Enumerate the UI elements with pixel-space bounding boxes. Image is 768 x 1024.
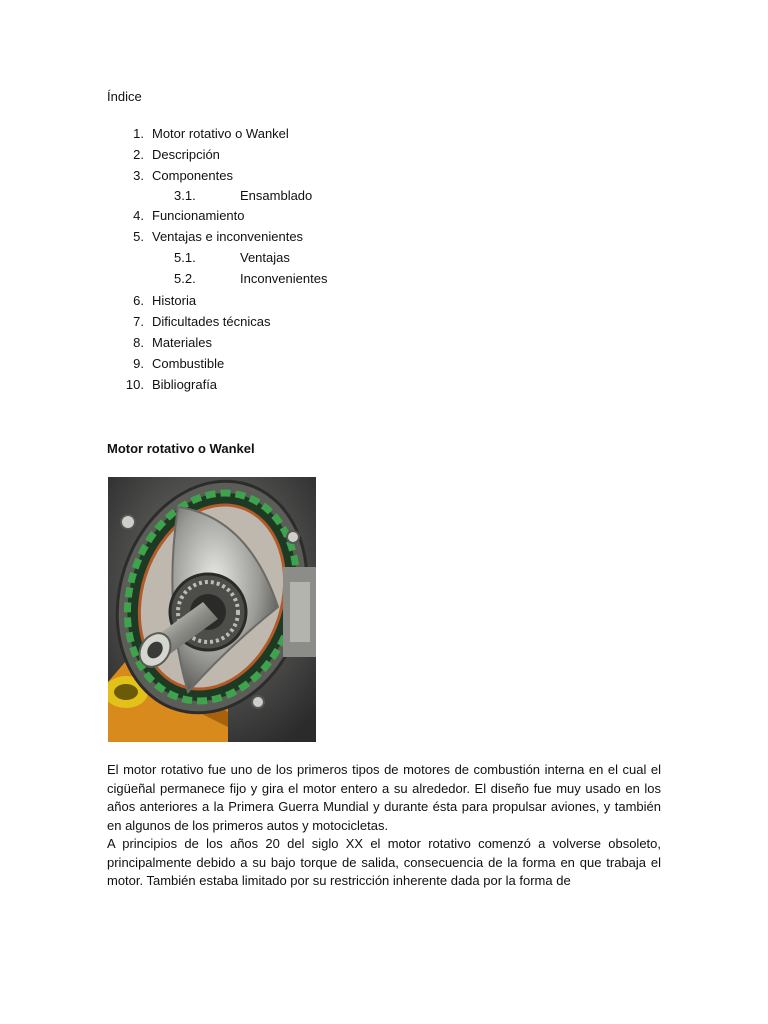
toc-item-number: 9. bbox=[133, 356, 144, 371]
body-text bbox=[107, 761, 661, 891]
toc-item-number: 3. bbox=[133, 168, 144, 183]
toc-item-number: 6. bbox=[133, 293, 144, 308]
toc-item-label: Ventajas bbox=[240, 250, 290, 265]
toc-item-label: Bibliografía bbox=[152, 377, 218, 392]
toc-item-label: Ensamblado bbox=[240, 188, 313, 203]
toc-item-number: 7. bbox=[133, 314, 144, 329]
toc-item-label: Ventajas e inconvenientes bbox=[152, 229, 304, 244]
toc-item-number: 5.2. bbox=[174, 271, 196, 286]
toc-item-number: 5.1. bbox=[174, 250, 196, 265]
toc-item-label: Motor rotativo o Wankel bbox=[152, 126, 289, 141]
toc-item-label: Dificultades técnicas bbox=[152, 314, 271, 329]
toc-item-label: Materiales bbox=[152, 335, 212, 350]
toc-item-number: 5. bbox=[133, 229, 144, 244]
section-heading: Motor rotativo o Wankel bbox=[107, 441, 255, 456]
toc-item-label: Combustible bbox=[152, 356, 225, 371]
toc-item-number: 8. bbox=[133, 335, 144, 350]
toc-item-label: Funcionamiento bbox=[152, 208, 245, 223]
toc-item-number: 10. bbox=[125, 377, 144, 392]
toc-item-number: 2. bbox=[133, 147, 144, 162]
toc-heading: Índice bbox=[107, 89, 142, 104]
paragraph: A principios de los años 20 del siglo XX el motor rotativo comenzó a volverse obsoleto, principalmente debido a su bajo torque de salida, consecuencia de la forma en que trabaja el motor. También estaba limitado por su restricción inherente dada por la forma de bbox=[107, 836, 661, 888]
toc-item-number: 4. bbox=[133, 208, 144, 223]
toc-item-number: 3.1. bbox=[174, 188, 196, 203]
toc-item-label: Historia bbox=[152, 293, 197, 308]
toc-item-number: 1. bbox=[133, 126, 144, 141]
paragraph: El motor rotativo fue uno de los primeros tipos de motores de combustión interna en el cual el cigüeñal permanece fijo y gira el motor entero a su alrededor. El diseño fue muy usado en los años anteriores a la Primera Guerra Mundial y durante ésta para propulsar aviones, y también en algunos de los primeros autos y motocicletas. bbox=[107, 762, 661, 833]
toc-item-label: Descripción bbox=[152, 147, 220, 162]
toc-item-label: Componentes bbox=[152, 168, 233, 183]
wankel-engine-photo bbox=[108, 477, 316, 742]
toc-item-label: Inconvenientes bbox=[240, 271, 328, 286]
